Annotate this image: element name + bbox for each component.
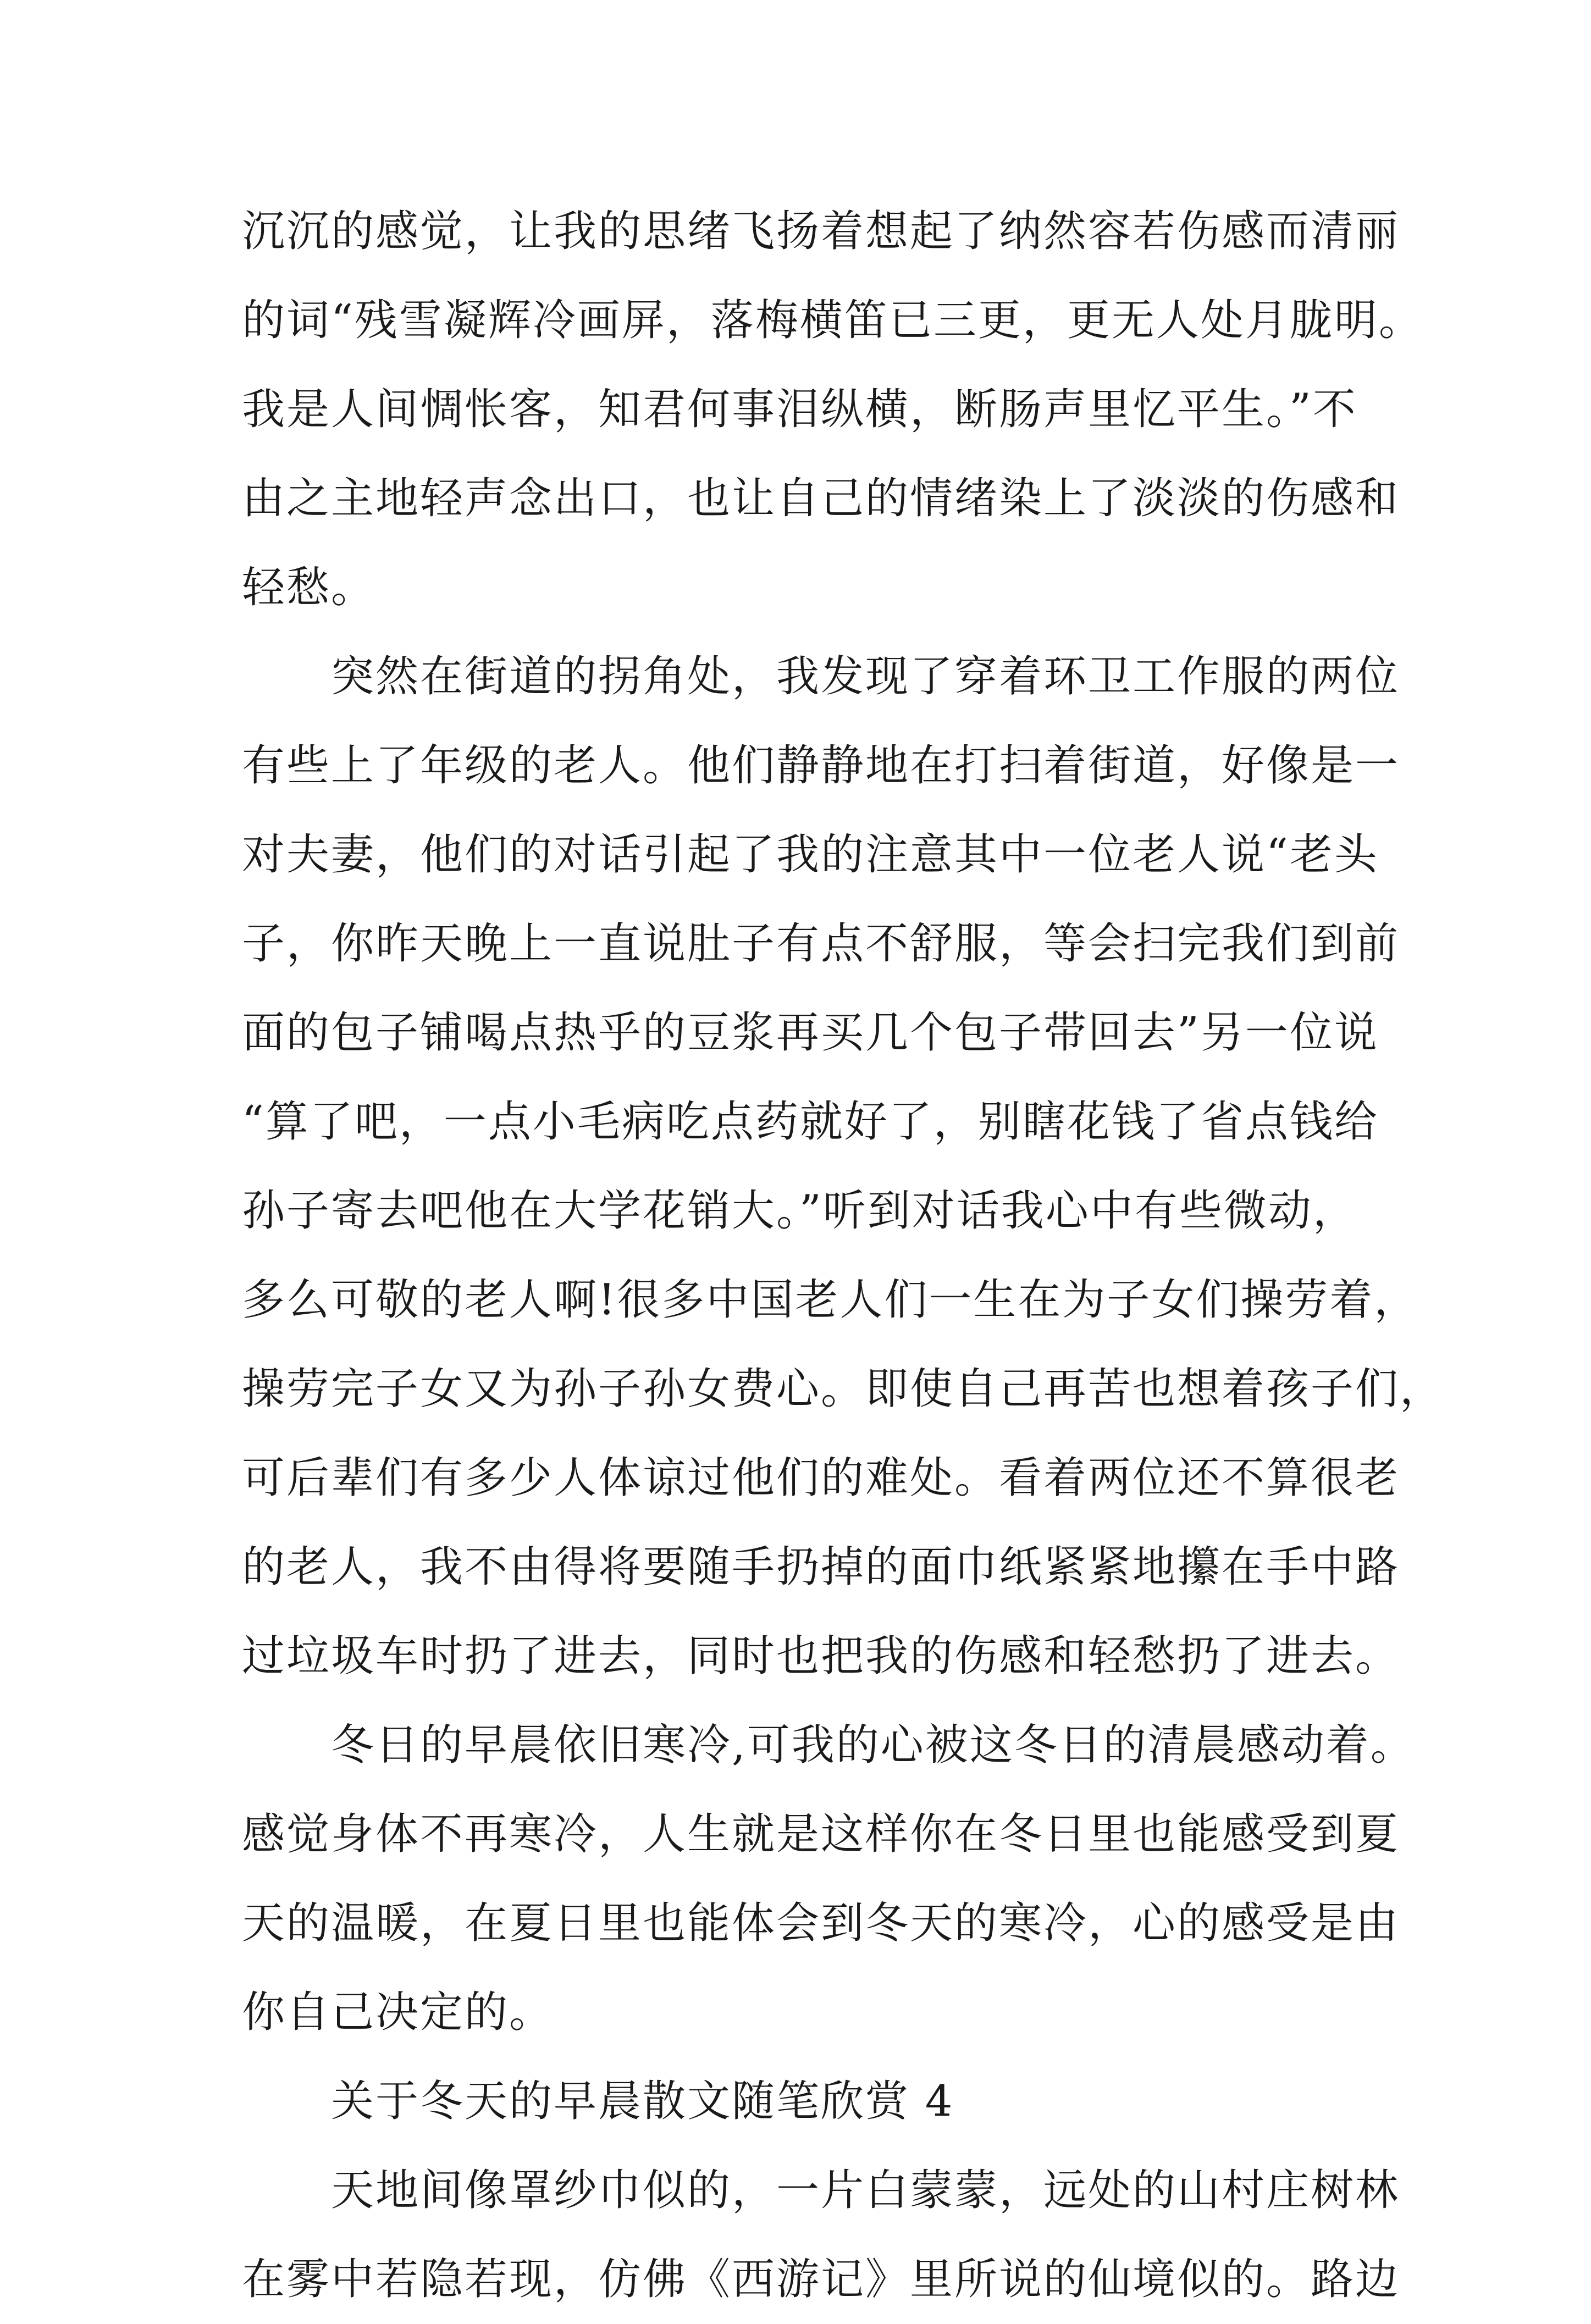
text-line: 面的包子铺喝点热乎的豆浆再买几个包子带回去”另一位说	[242, 1008, 1379, 1058]
text-line: 的词“残雪凝辉冷画屏，落梅横笛已三更，更无人处月胧明。	[242, 296, 1423, 345]
text-line: 操劳完子女又为孙子孙女费心。即使自己再苦也想着孩子们，	[242, 1364, 1445, 1414]
text-line: 子，你昨天晚上一直说肚子有点不舒服，等会扫完我们到前	[242, 919, 1400, 969]
text-line: 冬日的早晨依旧寒冷,可我的心被这冬日的清晨感动着。	[242, 1720, 1415, 1770]
text-line: 过垃圾车时扔了进去，同时也把我的伤感和轻愁扔了进去。	[242, 1631, 1400, 1681]
body-text	[242, 187, 1445, 2324]
text-line: 多么可敬的老人啊!很多中国老人们一生在为子女们操劳着，	[242, 1275, 1419, 1325]
text-line: 感觉身体不再寒冷，人生就是这样你在冬日里也能感受到夏	[242, 1810, 1400, 1859]
text-line: 的老人，我不由得将要随手扔掉的面巾纸紧紧地攥在手中路	[242, 1542, 1400, 1592]
text-line: 在雾中若隐若现，仿佛《西游记》里所说的仙境似的。路边	[242, 2255, 1400, 2304]
text-line: “算了吧，一点小毛病吃点药就好了，别瞎花钱了省点钱给	[242, 1097, 1379, 1147]
text-line: 孙子寄去吧他在大学花销大。”听到对话我心中有些微动，	[242, 1186, 1357, 1236]
text-line: 你自己决定的。	[242, 1988, 554, 2037]
text-line: 沉沉的感觉，让我的思绪飞扬着想起了纳然容若伤感而清丽	[242, 207, 1400, 256]
text-line: 天的温暖，在夏日里也能体会到冬天的寒冷，心的感受是由	[242, 1899, 1400, 1948]
text-line: 有些上了年级的老人。他们静静地在打扫着街道，好像是一	[242, 741, 1400, 790]
text-line: 天地间像罩纱巾似的，一片白蒙蒙，远处的山村庄树林	[242, 2166, 1400, 2215]
text-line: 可后辈们有多少人体谅过他们的难处。看着两位还不算很老	[242, 1453, 1400, 1503]
text-line: 由之主地轻声念出口，也让自己的情绪染上了淡淡的伤感和	[242, 474, 1400, 523]
text-line: 轻愁。	[242, 563, 376, 612]
text-line: 突然在街道的拐角处，我发现了穿着环卫工作服的两位	[242, 652, 1400, 701]
section-heading: 关于冬天的早晨散文随笔欣赏 4	[242, 2077, 954, 2126]
text-line: 对夫妻，他们的对话引起了我的注意其中一位老人说“老头	[242, 830, 1379, 879]
text-line: 我是人间惆怅客，知君何事泪纵横，断肠声里忆平生。”不	[242, 385, 1357, 434]
